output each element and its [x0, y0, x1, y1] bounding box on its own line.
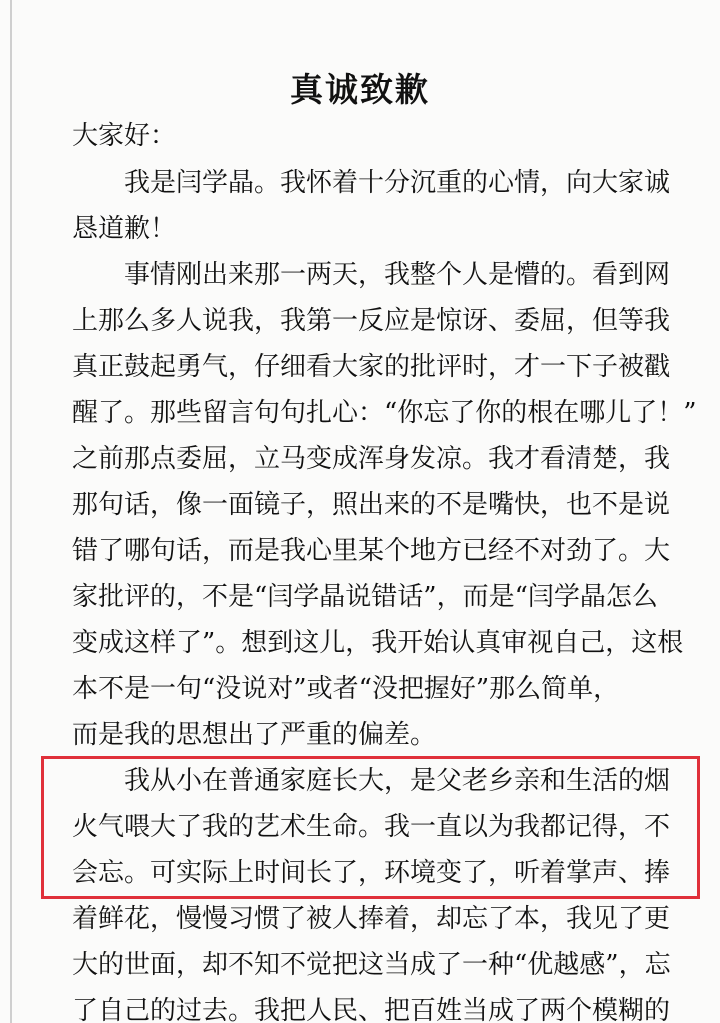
text-line: 那句话，像一面镜子，照出来的不是嘴快，也不是说 — [72, 490, 671, 520]
text-line: 我从小在普通家庭长大，是父老乡亲和生活的烟 — [72, 766, 671, 796]
text-line: 事情刚出来那一两天，我整个人是懵的。看到网 — [72, 260, 671, 290]
text-line: 大家好： — [72, 121, 177, 151]
text-line: 上那么多人说我，我第一反应是惊讶、委屈，但等我 — [72, 306, 671, 336]
text-line: 我是闫学晶。我怀着十分沉重的心情，向大家诚 — [72, 168, 671, 198]
text-line: 醒了。那些留言句句扎心：“你忘了你的根在哪儿了！” — [72, 398, 697, 428]
document-title: 真诚致歉 — [290, 70, 430, 109]
text-line: 大的世面，却不知不觉把这当成了一种“优越感”，忘 — [72, 950, 671, 980]
text-line: 真正鼓起勇气，仔细看大家的批评时，才一下子被戳 — [72, 352, 671, 382]
highlight-box — [41, 756, 700, 899]
text-line: 着鲜花，慢慢习惯了被人捧着，却忘了本，我见了更 — [72, 904, 671, 934]
text-line: 家批评的，不是“闫学晶说错话”，而是“闫学晶怎么 — [72, 582, 658, 612]
text-line: 了自己的过去。我把人民、把百姓当成了两个模糊的 — [72, 996, 671, 1023]
text-line: 会忘。可实际上时间长了，环境变了，听着掌声、捧 — [72, 858, 671, 888]
text-line: 而是我的思想出了严重的偏差。 — [72, 720, 437, 750]
text-line: 之前那点委屈，立马变成浑身发凉。我才看清楚，我 — [72, 444, 671, 474]
text-line: 变成这样了”。想到这儿，我开始认真审视自己，这根 — [72, 628, 684, 658]
page-left-edge — [10, 0, 12, 1023]
text-line: 错了哪句话，而是我心里某个地方已经不对劲了。大 — [72, 536, 671, 566]
text-line: 本不是一句“没说对”或者“没把握好”那么简单， — [72, 674, 620, 704]
text-line: 恳道歉！ — [72, 214, 177, 244]
text-line: 火气喂大了我的艺术生命。我一直以为我都记得，不 — [72, 812, 671, 842]
